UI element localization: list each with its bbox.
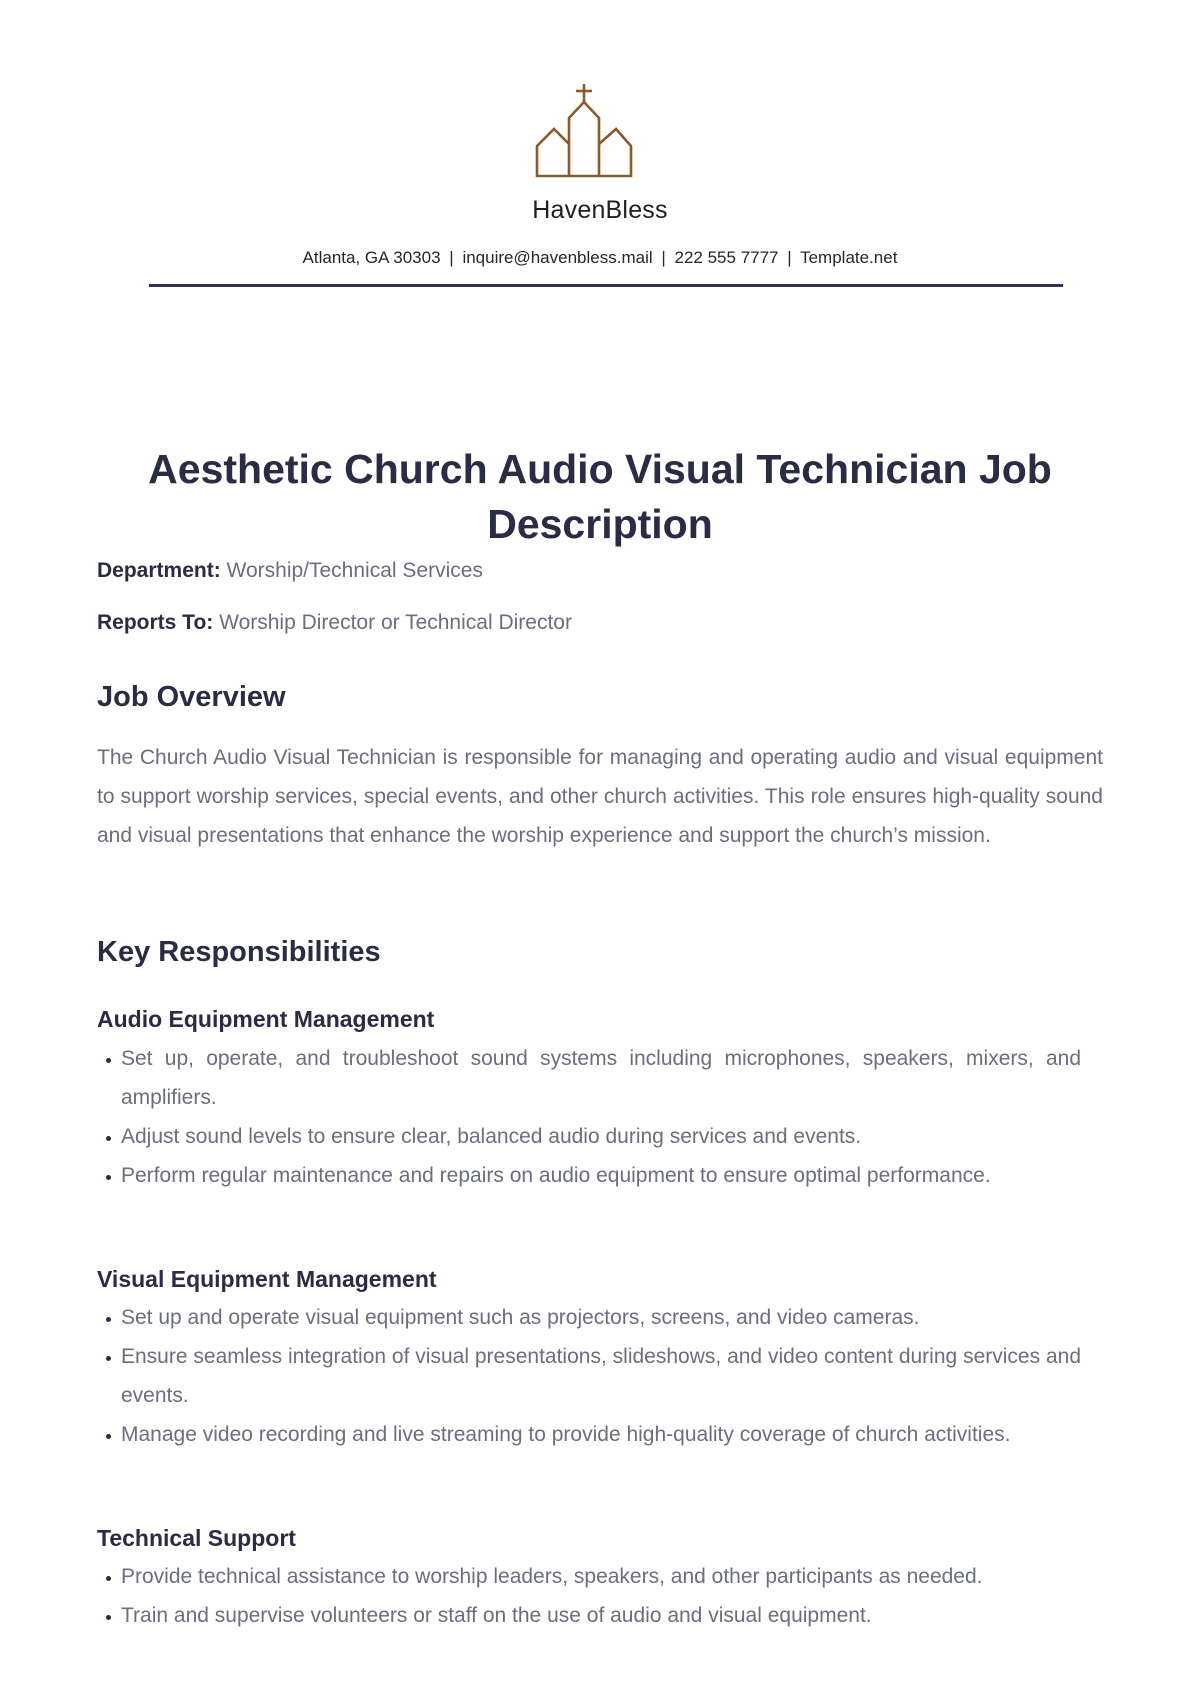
visual-responsibilities-list [97,1298,1081,1454]
contact-separator: | [787,248,792,267]
department-line [97,559,483,583]
section-title-visual: Visual Equipment Management [97,1266,437,1292]
reports-to-label: Reports To: [97,611,214,634]
page-title: Aesthetic Church Audio Visual Technician Job Description [148,446,1052,547]
contact-separator: | [449,248,454,267]
responsibilities-heading: Key Responsibilities [97,936,381,968]
contact-address: Atlanta, GA 30303 [302,248,441,267]
list-item: Set up, operate, and troubleshoot sound systems including microphones, speakers, mixers, and amplifiers. [97,1039,1081,1117]
overview-heading: Job Overview [97,681,286,713]
audio-responsibilities-list [97,1039,1081,1195]
contact-email: inquire@havenbless.mail [462,248,653,267]
reports-to-line [97,611,572,635]
list-item: Train and supervise volunteers or staff on the use of audio and visual equipment. [97,1596,1081,1635]
section-title-technical-support: Technical Support [97,1525,296,1551]
reports-to-value: Worship Director or Technical Director [219,611,572,634]
list-item: Adjust sound levels to ensure clear, balanced audio during services and events. [97,1117,1081,1156]
contact-phone: 222 555 7777 [674,248,779,267]
list-item: Perform regular maintenance and repairs on audio equipment to ensure optimal performance. [97,1156,1081,1195]
contact-website: Template.net [800,248,898,267]
overview-text: The Church Audio Visual Technician is responsible for managing and operating audio and visual equipment to support worship services, special events, and other church activities. This role ensures high-quality sound and visual presentations that enhance the worship experience and support the church’s mission. [97,746,1103,847]
contact-line [0,248,1200,268]
church-icon [524,84,644,196]
department-value: Worship/Technical Services [226,559,483,582]
list-item: Set up and operate visual equipment such as projectors, screens, and video cameras. [97,1298,1081,1337]
list-item: Ensure seamless integration of visual presentations, slideshows, and video content during services and events. [97,1337,1081,1415]
list-item: Manage video recording and live streaming to provide high-quality coverage of church activities. [97,1415,1081,1454]
technical-support-list [97,1557,1081,1635]
brand-name: HavenBless [532,196,668,224]
list-item: Provide technical assistance to worship leaders, speakers, and other participants as needed. [97,1557,1081,1596]
header-divider [149,284,1063,287]
department-label: Department: [97,559,221,582]
contact-separator: | [661,248,666,267]
section-title-audio: Audio Equipment Management [97,1006,435,1032]
